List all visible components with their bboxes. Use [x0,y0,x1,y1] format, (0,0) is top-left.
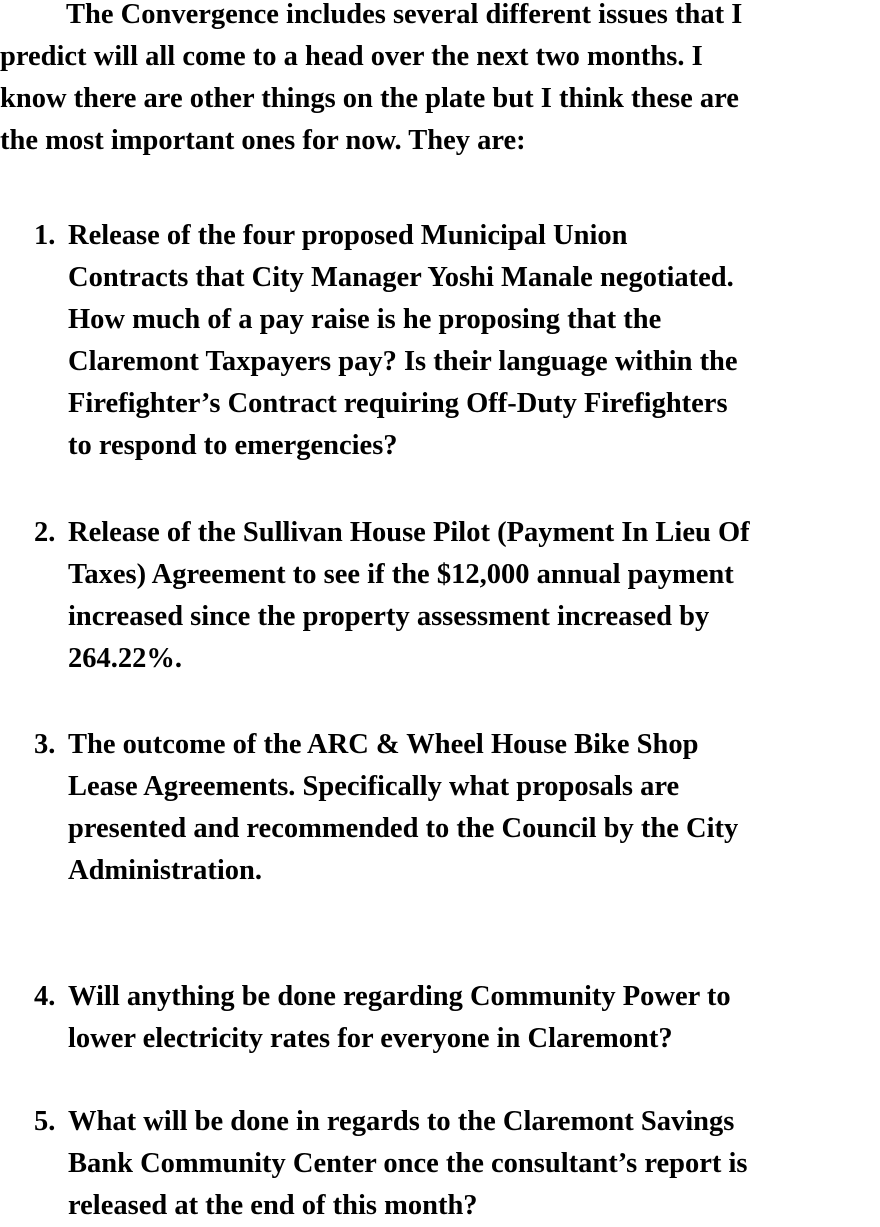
list-item-line: Release of the Sullivan House Pilot (Payment In Lieu Of [68,517,750,548]
intro-line: know there are other things on the plate but I think these are [0,83,739,114]
list-item-text [68,724,880,892]
list-item-line: Release of the four proposed Municipal Union [68,220,628,251]
list-item-number: 5. [34,1106,56,1137]
list-item-line: to respond to emergencies? [68,430,398,461]
list-item-line: 264.22%. [68,643,182,674]
intro-line: the most important ones for now. They are: [0,125,526,156]
list-item-line: Firefighter’s Contract requiring Off-Duty Firefighters [68,388,728,419]
list-item-line: Taxes) Agreement to see if the $12,000 annual payment [68,559,734,590]
list-item-line: released at the end of this month? [68,1190,478,1221]
list-item-line: presented and recommended to the Council by the City [68,813,739,844]
list-item-line: Contracts that City Manager Yoshi Manale negotiated. [68,262,734,293]
list-item-line: Claremont Taxpayers pay? Is their language within the [68,346,738,377]
list-item-text [68,1101,880,1227]
list-item-number: 1. [34,220,56,251]
list-item-text [68,512,880,680]
list-item-line: The outcome of the ARC & Wheel House Bike Shop [68,729,699,760]
list-item-line: What will be done in regards to the Claremont Savings [68,1106,735,1137]
list-item-line: Bank Community Center once the consultant’s report is [68,1148,748,1179]
list-item-text [68,976,880,1060]
intro-paragraph [0,0,878,162]
list-item-number: 3. [34,729,56,760]
list-item-line: Lease Agreements. Specifically what proposals are [68,771,680,802]
list-item-text [68,215,880,467]
list-item-line: Administration. [68,855,262,886]
list-item-line: lower electricity rates for everyone in Claremont? [68,1023,673,1054]
list-item-number: 4. [34,981,56,1012]
intro-line: predict will all come to a head over the next two months. I [0,41,703,72]
list-item-number: 2. [34,517,56,548]
list-item-line: Will anything be done regarding Community Power to [68,981,731,1012]
list-item-line: increased since the property assessment increased by [68,601,710,632]
list-item-line: How much of a pay raise is he proposing that the [68,304,662,335]
intro-line: The Convergence includes several different issues that I [66,0,743,30]
